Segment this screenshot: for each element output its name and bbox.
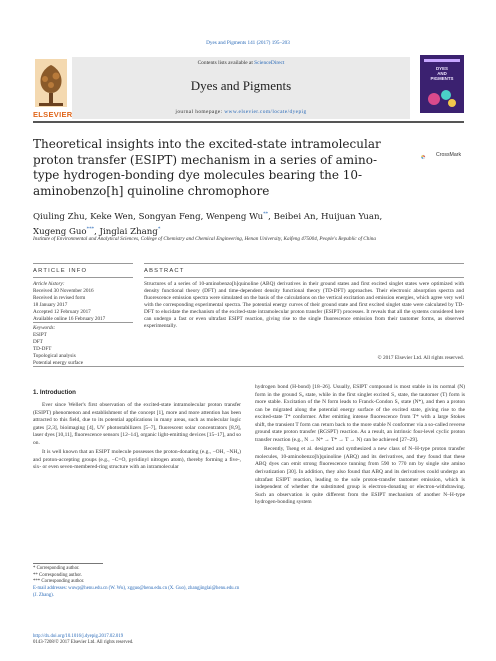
paper-title: Theoretical insights into the excited-state intramolecular proton transfer (ESIPT) mechanism in a series of amino-type hydrogen-bonding dye molecules bearing the 10-aminobenzo[h] quinoline chromophore bbox=[33, 137, 381, 198]
history-item: Received in revised form bbox=[33, 295, 86, 301]
intro-paragraph: Recently, Tseng et al. designed and synthesized a new class of N–H-type proton transfer molecules, 10-aminobenzo[h]quinoline (ABQ) and its derivatives, and they found that these ABQ dyes can emit strong fluorescence tunning from 590 to 770 nm by single site amino derivatization [30]. In addition, they also found that ABQ and its derivatives could undergo an ultrafast ESIPT reaction, leading to the sole proton-transfer tautomer emission, which is independent of whether the substituted group is electron-donating or electron-withdrawing. Such an observation is quite different from the ESIPT mechanism of another N–H-type hydrogen-bonding system bbox=[255, 446, 465, 506]
cover-title-line: DYES bbox=[436, 66, 448, 71]
crossmark-icon[interactable] bbox=[421, 150, 435, 164]
footnote-emails[interactable]: E-mail addresses: wuwp@henu.edu.cn (W. Wu), xgguo@henu.edu.cn (X. Guo), zhangjinglai@henu.edu.cn (J. Zhang). bbox=[33, 586, 240, 598]
abstract-rule bbox=[144, 277, 464, 278]
abstract-bottom-rule bbox=[33, 366, 464, 367]
affiliation: Institute of Environmental and Analytical Sciences, College of Chemistry and Chemical Engineering, Henan University, Kaifeng 475004, People's Republic of China bbox=[33, 236, 376, 242]
introduction-heading: 1. Introduction bbox=[33, 389, 76, 396]
article-info-heading: ARTICLE INFO bbox=[33, 268, 88, 274]
author-names[interactable]: , Jinglai Zhang bbox=[94, 226, 158, 237]
history-item: Received 30 November 2016 bbox=[33, 288, 94, 294]
body-column-left bbox=[33, 402, 241, 472]
body-column-right bbox=[255, 384, 465, 507]
contents-prefix: Contents lists available at bbox=[197, 60, 255, 66]
author-names[interactable]: Qiuling Zhu, Keke Wen, Songyan Feng, Wenpeng Wu bbox=[33, 211, 264, 222]
keyword-item: Topological analysis bbox=[33, 353, 76, 359]
footnote: * Corresponding author. bbox=[33, 566, 80, 571]
keyword-item: TD-DFT bbox=[33, 346, 52, 352]
article-info-rule-top bbox=[33, 263, 133, 264]
doi-block bbox=[33, 634, 241, 647]
doi-link[interactable]: http://dx.doi.org/10.1016/j.dyepig.2017.02.019 bbox=[33, 634, 124, 639]
keyword-item: ESIPT bbox=[33, 332, 47, 338]
contents-availability bbox=[72, 60, 410, 66]
footnote: *** Corresponding author. bbox=[33, 579, 85, 585]
journal-homepage bbox=[72, 109, 410, 115]
header-divider bbox=[33, 121, 464, 123]
history-item: 18 January 2017 bbox=[33, 302, 68, 308]
journal-cover-image[interactable] bbox=[420, 55, 464, 113]
footnote-divider bbox=[33, 563, 103, 564]
cover-title-line: AND bbox=[437, 71, 447, 77]
footnote: ** Corresponding author. bbox=[33, 572, 82, 578]
keyword-item: DFT bbox=[33, 339, 43, 345]
keywords-label: Keywords: bbox=[33, 325, 56, 331]
abstract-rule-top bbox=[144, 263, 464, 264]
abstract-heading: ABSTRACT bbox=[144, 268, 185, 274]
crossmark-label[interactable]: CrossMark bbox=[436, 152, 462, 158]
intro-paragraph: hydrogen bond (H-bond) [18–26]. Usually, ESIPT compound is most stable in its normal (N) form in the ground S₀ state, while in the first singlet excited S₁ state, the tautomer (T) form is more stable. Excitation of the N form leads to Franck-Condon S₁ state (N*), and then a proton can be migrated along the potential energy surface of the excited state, giving rise to the excited-state T* conformer. After emitting intense fluorescence from T* with a large Stokes shift, the transient T form can return back to the more stable N conformer via a so-called reverse ground state proton transfer (RGSPT) reaction. As a result, an intrinsic four-level cyclic proton transfer reaction (e.g., N → N* → T* → T → N) can be achieved [27–29]. bbox=[255, 384, 465, 443]
abstract-copyright: © 2017 Elsevier Ltd. All rights reserved. bbox=[377, 355, 464, 361]
footnotes bbox=[33, 566, 241, 600]
keywords-rule bbox=[33, 322, 133, 323]
history-label: Article history: bbox=[33, 281, 65, 287]
journal-title[interactable]: Dyes and Pigments bbox=[190, 78, 292, 93]
intro-paragraph: It is well known that an ESIPT molecule possesses the proton-donating (e.g., −OH, −NH₂) and proton-accepting groups (e.g., −C=O, pyridinyl nitrogen atom), thereby forming a five-, six- or even seven-membered-ring structure with an intramolecular bbox=[33, 449, 241, 471]
issn-line: 0143-7208/© 2017 Elsevier Ltd. All rights reserved. bbox=[33, 640, 134, 646]
citation-line[interactable]: Dyes and Pigments 141 (2017) 195–203 bbox=[206, 40, 290, 46]
author-mark[interactable]: ** bbox=[263, 211, 269, 217]
author-names[interactable]: , Beibei An, Huijuan Yuan, bbox=[268, 211, 383, 222]
homepage-link[interactable]: www.elsevier.com/locate/dyepig bbox=[224, 109, 307, 115]
history-item: Available online 16 February 2017 bbox=[33, 316, 106, 322]
history-item: Accepted 12 February 2017 bbox=[33, 309, 91, 315]
keywords-block bbox=[33, 325, 138, 367]
author-line bbox=[33, 208, 433, 223]
cover-title-line: PIGMENTS bbox=[430, 76, 454, 82]
cover-title bbox=[421, 66, 463, 82]
article-history bbox=[33, 281, 138, 323]
homepage-prefix: journal homepage: bbox=[175, 109, 225, 115]
cover-art-icon bbox=[420, 55, 464, 113]
author-list bbox=[33, 208, 433, 238]
intro-paragraph: Ever since Weller's first observation of the excited-state intramolecular proton transfer (ESIPT) phenomenon and establishment of the concept [1], more and more attention has been attracted to this field, due to its potential applications in many areas, such as molecular logic gates [2,3], bioimaging [4], UV photostabilizers [5–7], fluorescent solar concentrators [8,9], laser dyes [10,11], fluorescence sensors [12–14], organic light-emitting devices [15–17], and so on. bbox=[33, 402, 241, 446]
article-info-rule bbox=[33, 277, 133, 278]
keyword-item: Potential energy surface bbox=[33, 360, 84, 366]
abstract-text: Structures of a series of 10-aminobenzo[h]quinoline (ABQ) derivatives in their ground states and first excited singlet states were optimized with density functional theory (DFT) and time-dependent density functional theory (TD-DFT) approaches. Their electronic absorption spectra and fluorescence emission spectra were simulated on the basis of the calculations on the vertical excitation and emission energies, which agree very well with the corresponding experimental spectra. The potential energy curves of their ground state and first excited singlet state were calculated by TD-DFT to elucidate the mechanism of the excited-state intramolecular proton transfer (ESIPT) processes. It reveals that all the systems considered here can undergo a fast or even ultrafast ESIPT reaction, giving rise to the single fluorescence emission from their tautomer forms, as observed experimentally. bbox=[144, 281, 464, 330]
author-mark[interactable]: *** bbox=[86, 226, 95, 233]
sciencedirect-link[interactable]: ScienceDirect bbox=[254, 60, 285, 66]
author-names[interactable]: Xugeng Guo bbox=[33, 226, 87, 237]
publisher-logo-text: ELSEVIER bbox=[33, 110, 73, 119]
author-mark[interactable]: * bbox=[157, 226, 161, 233]
